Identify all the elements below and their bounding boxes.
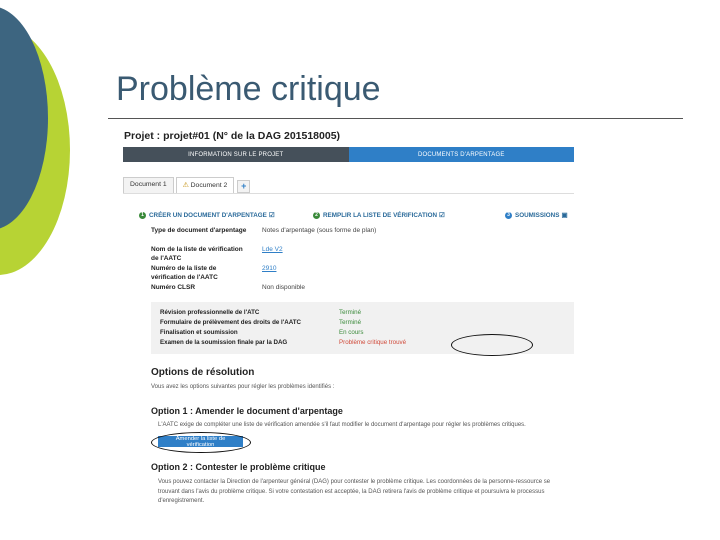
tab-underline — [123, 193, 574, 194]
highlight-circle — [151, 432, 251, 453]
checklist-name-link[interactable]: Lde V2 — [262, 246, 283, 253]
status-value: Terminé — [339, 309, 362, 316]
info-row — [151, 246, 451, 265]
tab-survey-documents[interactable]: DOCUMENTS D'ARPENTAGE — [349, 147, 575, 162]
info-label: Numéro CLSR — [151, 284, 196, 291]
step-label: CRÉER UN DOCUMENT D'ARPENTAGE — [149, 212, 267, 219]
check-icon: ☑ — [268, 212, 275, 219]
plus-icon[interactable]: + — [237, 180, 250, 193]
slide-title: Problème critique — [116, 70, 381, 108]
step-label: REMPLIR LA LISTE DE VÉRIFICATION — [323, 212, 438, 219]
step-number: 2 — [313, 212, 320, 219]
document-info — [151, 227, 451, 294]
slide-decoration — [0, 0, 80, 300]
warning-icon: ⚠ — [182, 182, 189, 189]
critical-status-value: Problème critique trouvé — [339, 339, 407, 346]
status-value: Terminé — [339, 319, 362, 326]
status-label: Révision professionnelle de l'ATC — [160, 309, 260, 316]
tab-document-1[interactable] — [123, 177, 174, 193]
info-value: Non disponible — [262, 284, 306, 291]
status-label: Examen de la soumission finale par la DAG — [160, 339, 288, 346]
info-row — [151, 227, 451, 246]
tab-project-info[interactable]: INFORMATION SUR LE PROJET — [123, 147, 349, 162]
step-number: 3 — [505, 212, 512, 219]
option1-heading: Option 1 : Amender le document d'arpentage — [151, 406, 343, 416]
resolution-intro: Vous avez les options suivantes pour régler les problèmes identifiés : — [151, 384, 335, 390]
checklist-number-link[interactable]: 2910 — [262, 265, 277, 272]
workflow-steps — [139, 212, 574, 222]
highlight-circle — [451, 334, 533, 356]
step-submissions[interactable] — [505, 212, 567, 219]
step-fill-checklist[interactable] — [313, 212, 445, 219]
step-number: 1 — [139, 212, 146, 219]
info-label: Type de document d'arpentage — [151, 227, 247, 234]
resolution-heading: Options de résolution — [151, 367, 255, 378]
info-label: Nom de la liste de vérification de l'AATC — [151, 246, 243, 262]
status-label: Formulaire de prélèvement des droits de l'AATC — [160, 319, 301, 326]
step-create-document[interactable] — [139, 212, 275, 219]
status-row — [160, 319, 570, 329]
title-divider — [108, 118, 683, 119]
info-row — [151, 284, 451, 294]
option2-text: Vous pouvez contacter la Direction de l'arpenteur général (DAG) pour contester le problème critique. Les coordonnées de la personne-ressource se trouvant dans l'avis du problème critique. Si votre contestation est acceptée, la DAG retirera l'avis de problème critique et poursuivra le processus d'enregistrement. — [158, 479, 551, 504]
step-label: SOUMISSIONS — [515, 212, 560, 219]
status-value: En cours — [339, 329, 364, 336]
project-title: Projet : projet#01 (N° de la DAG 201518005) — [124, 130, 341, 142]
info-row — [151, 265, 451, 284]
info-label: Numéro de la liste de vérification de l'AATC — [151, 265, 218, 281]
status-row — [160, 309, 570, 319]
tab-document-1-label: Document 1 — [130, 181, 167, 188]
status-label: Finalisation et soumission — [160, 329, 238, 336]
option1-text: L'AATC exige de compléter une liste de vérification amendée s'il faut modifier le document d'arpentage pour régler les problèmes critiques. — [158, 422, 526, 428]
embedded-screenshot — [122, 126, 574, 510]
top-tab-bar — [123, 147, 574, 162]
info-value: Notes d'arpentage (sous forme de plan) — [262, 227, 377, 234]
tab-document-2[interactable] — [176, 177, 235, 193]
check-icon: ☑ — [439, 212, 445, 219]
document-tabs — [123, 177, 250, 193]
tab-document-2-label: Document 2 — [190, 182, 228, 189]
square-icon: ▣ — [561, 212, 568, 219]
option2-heading: Option 2 : Contester le problème critique — [151, 462, 326, 472]
amend-checklist-button[interactable]: Amender la liste de vérification — [158, 436, 243, 447]
